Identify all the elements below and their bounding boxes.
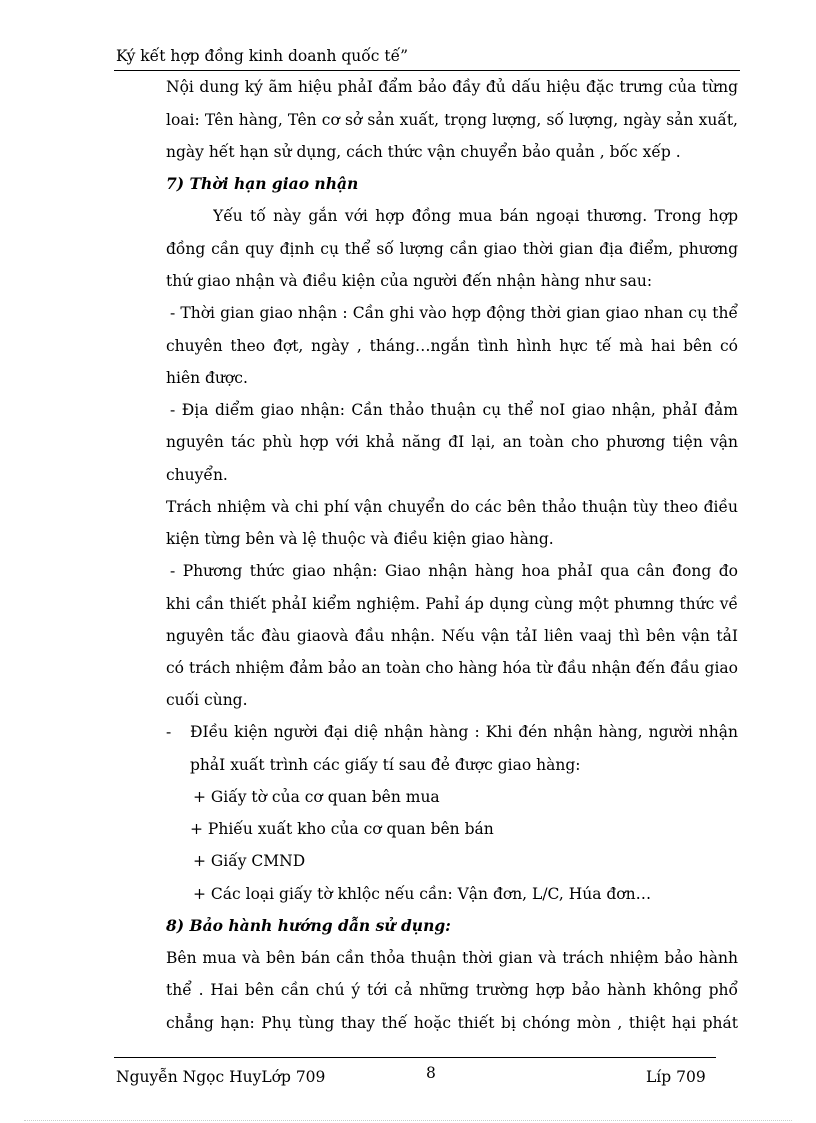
footer-author: Nguyễn Ngọc HuyLớp 709 [116, 1068, 326, 1086]
list-item: + Giấy CMND [193, 852, 306, 870]
footer-class: Líp 709 [646, 1068, 706, 1086]
body-line: loai: Tên hàng, Tên cơ sở sản xuất, trọng lượng, số lượng, ngày sản xuất, [166, 111, 738, 129]
list-bullet: - [166, 723, 172, 741]
section-heading: 7) Thời hạn giao nhận [166, 174, 359, 193]
footer-rule [114, 1057, 716, 1058]
body-line: khi cần thiết phảI kiểm nghiệm. Pahỉ áp dụng cùng một phưnng thức về [166, 595, 738, 613]
body-line: ĐIều kiện người đại diệ nhận hàng : Khi đén nhận hàng, người nhận [190, 723, 738, 741]
list-item: + Giấy tờ của cơ quan bên mua [193, 788, 440, 806]
page-header-title: Ký kết hợp đồng kinh doanh quốc tế” [116, 47, 409, 65]
body-line: chuyển. [166, 466, 228, 484]
section-heading: 8) Bảo hành hướng dẫn sử dụng: [166, 916, 451, 935]
body-line: - Phương thức giao nhận: Giao nhận hàng hoa phảI qua cân đong đo [170, 562, 738, 580]
body-line: thể . Hai bên cần chú ý tới cả những trường hợp bảo hành không phổ [166, 981, 738, 999]
body-line: chẳng hạn: Phụ tùng thay thế hoặc thiết bị chóng mòn , thiệt hại phát [166, 1014, 738, 1032]
page-edge-dots [24, 1120, 792, 1121]
body-line: Yếu tố này gắn với hợp đồng mua bán ngoại thương. Trong hợp [213, 207, 738, 225]
body-line: - Địa diểm giao nhận: Cần thảo thuận cụ thể noI giao nhận, phảI đảm [170, 401, 738, 419]
body-line: thứ giao nhận và điều kiện của người đến nhận hàng như sau: [166, 272, 653, 290]
body-line: phảI xuất trình các giấy tí sau đẻ được giao hàng: [190, 756, 581, 774]
body-line: hiên được. [166, 369, 248, 387]
body-line: Nội dung ký ãm hiệu phảI đẩm bảo đầy đủ dấu hiệu đặc trưng của từng [166, 78, 738, 96]
body-line: có trách nhiệm đảm bảo an toàn cho hàng hóa từ đầu nhận đến đầu giao [166, 659, 738, 677]
list-item: + Phiếu xuất kho của cơ quan bên bán [190, 820, 494, 838]
header-rule [114, 70, 740, 71]
body-line: Trách nhiệm và chi phí vận chuyển do các bên thảo thuận tùy theo điều [166, 498, 738, 516]
list-item: + Các loại giấy tờ khlộc nếu cần: Vận đơn, L/C, Húa đơn… [193, 885, 652, 903]
body-line: đồng cần quy định cụ thể số lượng cần giao thời gian địa điểm, phương [166, 240, 738, 258]
body-line: cuối cùng. [166, 691, 248, 709]
body-line: kiện từng bên và lệ thuộc và điều kiện giao hàng. [166, 530, 554, 548]
page-number: 8 [426, 1064, 436, 1082]
body-line: - Thời gian giao nhận : Cần ghi vào hợp động thời gian giao nhan cụ thể [170, 304, 738, 322]
body-line: nguyên tắc đàu giaovà đầu nhận. Nếu vận tảI liên vaaj thì bên vận tảI [166, 627, 738, 645]
body-line: ngày hết hạn sử dụng, cách thức vận chuyển bảo quản , bốc xếp . [166, 143, 681, 161]
body-line: Bên mua và bên bán cần thỏa thuận thời gian và trách nhiệm bảo hành [166, 949, 738, 967]
body-line: nguyên tác phù hợp với khả năng đI lại, an toàn cho phương tiện vận [166, 433, 738, 451]
body-line: chuyên theo đợt, ngày , tháng…ngắn tình hình hực tế mà hai bên có [166, 337, 738, 355]
